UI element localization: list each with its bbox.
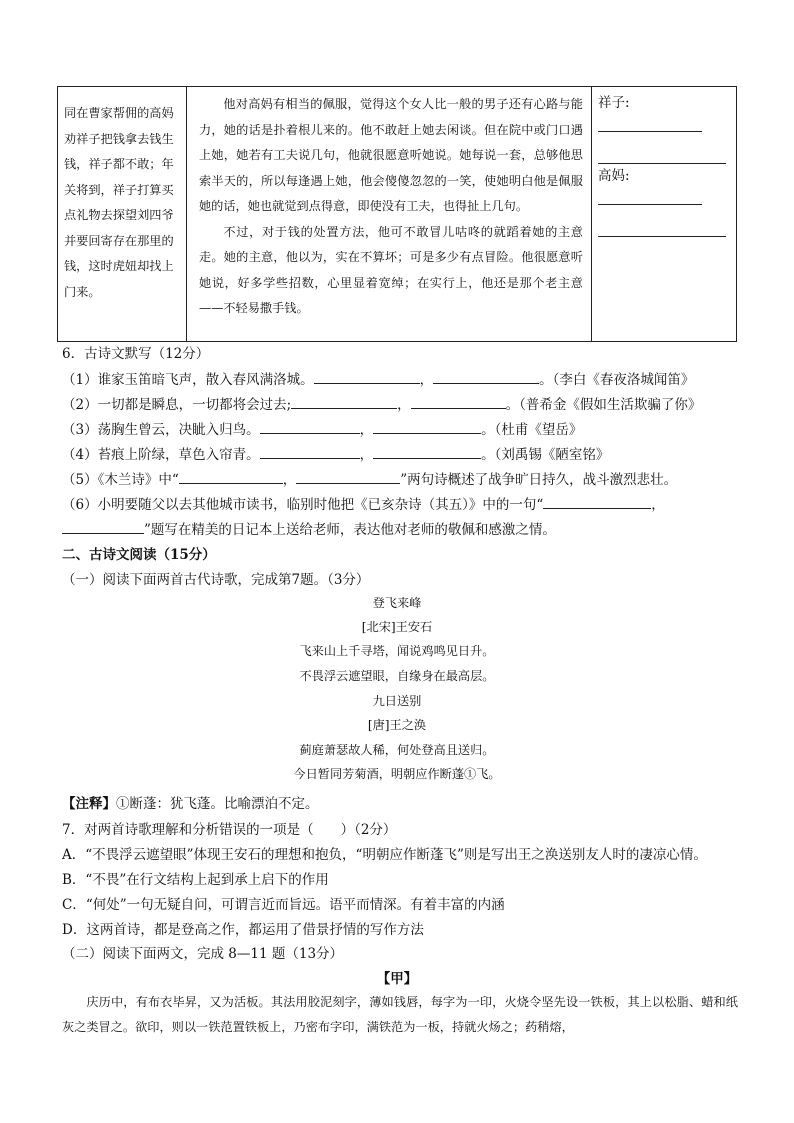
blank-2b[interactable]	[411, 395, 506, 409]
section2-sub1: （一）阅读下面两首古代诗歌，完成第7题。（3分）	[62, 572, 370, 588]
poem2-author: [唐]王之涣	[367, 718, 427, 732]
excerpt-paragraph-2: 不过，对于钱的处置方法，他可不敢冒儿咕咚的就蹈着她的主意走。她的主意，他以为，实在不算坏；可是多少有点冒险。他很愿意听她说，好多学些招数，心里显着宽绰；在实行上，他还是那个老主意——不轻易撒手钱。	[199, 224, 583, 315]
text-jia-body: 庆历中，有布衣毕昇，又为活板。其法用胶泥刻字，薄如钱唇，每字为一印，火烧令坚先设一铁板，其上以松脂、蜡和纸灰之类冒之。欲印，则以一铁范置铁板上，乃密布字印，满铁范为一板，持就火炀之；药稍熔，	[62, 995, 738, 1034]
poem1-title: 登飞来峰	[372, 596, 422, 610]
excerpt-paragraph-1: 他对高妈有相当的佩服，觉得这个女人比一般的男子还有心路与能力，她的话是扑着根儿来的。他不敢赶上她去闲谈。但在院中或门口遇上她，她若有工夫说几句，他就很愿意听她说。她每说一套，总够他思索半天的，所以每逢遇上她，他会傻傻忽忽的一笑，使她明白他是佩服她的话，她也就觉到点得意，即使没有工夫，也得扯上几句。	[199, 97, 583, 213]
xiangzi-label: 祥子:	[598, 95, 630, 111]
poem2-title: 九日送别	[372, 694, 422, 708]
blank-6b[interactable]	[62, 520, 144, 534]
reading-table	[57, 86, 737, 342]
note-text: ①断蓬：犹飞蓬。比喻漂泊不定。	[116, 796, 319, 812]
excerpt-cell	[187, 87, 592, 342]
q7-option-a[interactable]: A．“不畏浮云遮望眼”体现王安石的理想和抱负，“明朝应作断蓬飞”则是写出王之涣送别友人时的凄凉心情。	[62, 847, 707, 863]
note-label: 【注释】	[62, 796, 116, 812]
q7-stem: 7．对两首诗歌理解和分析错误的一项是（ ）（2分）	[62, 822, 397, 838]
section2-sub2: （二）阅读下面两文，完成 8—11 题（13分）	[62, 946, 344, 962]
q6-item-6-cont: ”题写在精美的日记本上送给老师，表达他对老师的敬佩和感激之情。	[62, 518, 556, 538]
blank-5b[interactable]	[296, 470, 400, 484]
blank-2a[interactable]	[291, 395, 397, 409]
plot-summary: 同在曹家帮佣的高妈劝祥子把钱拿去钱生钱，祥子都不敢；年关将到，祥子打算买点礼物去探望刘四爷并要回寄存在那里的钱，这时虎妞却找上门来。	[64, 106, 174, 299]
q6-heading: 6．古诗文默写（12分）	[62, 346, 210, 362]
poem2-line2: 今日暂同芳菊酒，明朝应作断蓬①飞。	[293, 767, 501, 781]
poem1-line1: 飞来山上千寻塔，闻说鸡鸣见日升。	[299, 644, 495, 658]
q6-item-3: （3）荡胸生曾云，决眦入归鸟。 ， 。（杜甫《望岳》	[62, 422, 583, 438]
gaoma-label: 高妈:	[598, 168, 630, 184]
blank-6a[interactable]	[543, 495, 651, 509]
q6-item-4: （4）苔痕上阶绿，草色入帘青。 ， 。（刘禹锡《陋室铭》	[62, 447, 610, 463]
q6-item-2: （2）一切都是瞬息，一切都将会过去; ， 。（普希金《假如生活欺骗了你》	[62, 397, 702, 413]
poem-note	[62, 792, 319, 812]
blank-5a[interactable]	[179, 470, 283, 484]
q7-option-c[interactable]: C．“何处”一句无疑自问，可谓言近而旨远。语平而情深。有着丰富的内涵	[62, 897, 505, 913]
q7-option-b[interactable]: B．“不畏”在行文结构上起到承上启下的作用	[62, 872, 329, 888]
blank-1a[interactable]	[314, 370, 420, 384]
poem1-line2: 不畏浮云遮望眼，自缘身在最高层。	[299, 669, 495, 683]
xiangzi-answer-blank[interactable]	[598, 117, 702, 132]
q6-item-6: （6）小明要随父以去其他城市读书，临别时他把《已亥杂诗（其五）》中的一句“ ，	[62, 497, 665, 513]
blank-3b[interactable]	[373, 420, 481, 434]
q6-item-5: （5）《木兰诗》中“ ， ”两句诗概述了战争旷日持久，战斗激烈悲壮。	[62, 472, 678, 488]
gaoma-answer-line[interactable]	[598, 214, 726, 237]
gaoma-answer-blank[interactable]	[598, 190, 702, 205]
poem1-author: [北宋]王安石	[361, 620, 433, 634]
answer-cell	[592, 87, 737, 342]
plot-summary-cell	[58, 87, 187, 342]
poem2-line1: 蓟庭萧瑟故人稀，何处登高且送归。	[299, 743, 495, 757]
section2-heading: 二、古诗文阅读（15分）	[62, 547, 216, 563]
blank-3a[interactable]	[260, 420, 360, 434]
blank-4a[interactable]	[260, 445, 360, 459]
xiangzi-answer-line[interactable]	[598, 141, 726, 164]
q6-item-1: （1）谁家玉笛暗飞声，散入春风满洛城。 ， 。（李白《春夜洛城闻笛》	[62, 372, 695, 388]
text-jia-label: 【甲】	[376, 971, 418, 987]
blank-4b[interactable]	[373, 445, 481, 459]
q7-option-d[interactable]: D．这两首诗，都是登高之作，都运用了借景抒情的写作方法	[62, 922, 424, 938]
blank-1b[interactable]	[433, 370, 539, 384]
